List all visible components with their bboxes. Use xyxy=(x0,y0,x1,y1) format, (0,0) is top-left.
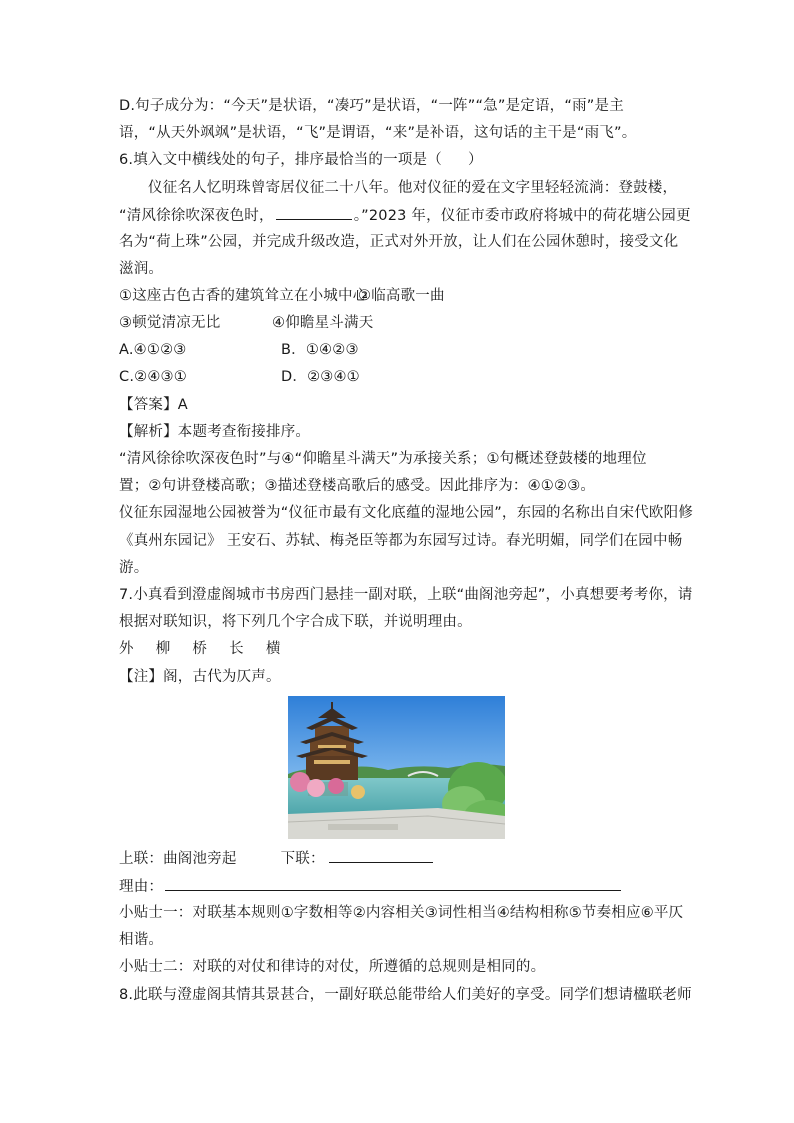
q6-item-3: ③顿觉清凉无比 xyxy=(119,315,221,331)
q7-char: 横 xyxy=(265,641,281,657)
q6-passage-line-2a: “清风徐徐吹深夜色时， xyxy=(119,208,274,224)
question-6-stem xyxy=(119,150,483,170)
q6-item-1: ①这座古色古香的建筑耸立在小城中心 xyxy=(119,288,368,304)
tip-2: 小贴士二：对联的对仗和律诗的对仗，所遵循的总规则是相同的。 xyxy=(119,959,546,975)
q6-option-c: C.②④③① xyxy=(119,369,187,385)
q6-passage-line-1: 仪征名人忆明珠曾寄居仪征二十八年。他对仪征的爱在文字里轻轻流淌：登鼓楼， xyxy=(148,180,678,196)
q7-char: 桥 xyxy=(192,641,208,657)
east-garden-para-line-1: 仪征东园湿地公园被誉为“仪征市最有文化底蕴的湿地公园”，东园的名称出自宋代欧阳修 xyxy=(119,505,694,521)
q7-char: 长 xyxy=(229,641,244,657)
lower-couplet-label: 下联： xyxy=(280,851,325,867)
lower-couplet-blank[interactable] xyxy=(329,848,433,863)
pavilion-photo xyxy=(288,696,505,839)
question-6-stem-close: ） xyxy=(467,152,483,168)
q6-passage-line-4: 滋润。 xyxy=(119,261,164,277)
couplet-answer-row xyxy=(119,848,433,869)
q7-character-list xyxy=(119,639,281,659)
q6-passage-line-2 xyxy=(119,205,691,226)
upper-couplet-label: 上联：曲阁池旁起 xyxy=(119,851,237,867)
q6-option-b: B．①④②③ xyxy=(281,342,359,358)
tip-1-line-1: 小贴士一：对联基本规则①字数相等②内容相关③词性相当④结构相称⑤节奏相应⑥平仄 xyxy=(119,905,684,921)
question-6-stem-text: 6.填入文中横线处的句子，排序最恰当的一项是（ xyxy=(119,152,442,168)
q6-item-4: ④仰瞻星斗满天 xyxy=(272,315,374,331)
q6-analysis-title: 【解析】本题考查衔接排序。 xyxy=(119,424,311,440)
option-d-line-1: D.句子成分为：“今天”是状语，“凑巧”是状语，“一阵”“急”是定语，“雨”是主 xyxy=(119,98,624,114)
q6-answer: 【答案】A xyxy=(119,397,188,413)
east-garden-para-line-2: 《真州东园记》 王安石、苏轼、梅尧臣等都为东园写过诗。春光明媚，同学们在园中畅 xyxy=(119,533,683,549)
q6-option-a: A.④①②③ xyxy=(119,342,187,358)
reason-label: 理由： xyxy=(119,879,164,895)
q6-option-d: D．②③④① xyxy=(281,369,360,385)
q7-char: 柳 xyxy=(155,641,171,657)
reason-row xyxy=(119,876,621,897)
option-d-line-2: 语，“从天外飒飒”是状语，“飞”是谓语，“来”是补语，这句话的主干是“雨飞”。 xyxy=(119,125,637,141)
q6-item-2: ②临高歌一曲 xyxy=(358,288,445,304)
q6-analysis-line-2: 置；②句讲登楼高歌；③描述登楼高歌后的感受。因此排序为：④①②③。 xyxy=(119,478,596,494)
east-garden-para-line-3: 游。 xyxy=(119,560,149,576)
question-7-stem-line-2: 根据对联知识，将下列几个字合成下联，并说明理由。 xyxy=(119,614,472,630)
q6-analysis-line-1: “清风徐徐吹深夜色时”与④“仰瞻星斗满天”为承接关系；①句概述登鼓楼的地理位 xyxy=(119,451,647,467)
fill-in-blank[interactable] xyxy=(276,205,352,220)
q6-passage-line-3: 名为“荷上珠”公园，并完成升级改造，正式对外开放，让人们在公园休憩时，接受文化 xyxy=(119,234,679,250)
tip-1-line-2: 相谐。 xyxy=(119,932,164,948)
q7-note: 【注】阁，古代为仄声。 xyxy=(119,669,281,685)
q7-char: 外 xyxy=(119,641,134,657)
question-7-stem-line-1: 7.小真看到澄虚阁城市书房西门悬挂一副对联，上联“曲阁池旁起”，小真想要考考你，请 xyxy=(119,587,693,603)
q6-passage-line-2b: 。”2023 年，仪征市委市政府将城中的荷花塘公园更 xyxy=(353,208,691,224)
question-8-stem-line-1: 8.此联与澄虚阁其情其景甚合，一副好联总能带给人们美好的享受。同学们想请楹联老师 xyxy=(119,987,692,1003)
reason-blank[interactable] xyxy=(165,876,621,891)
